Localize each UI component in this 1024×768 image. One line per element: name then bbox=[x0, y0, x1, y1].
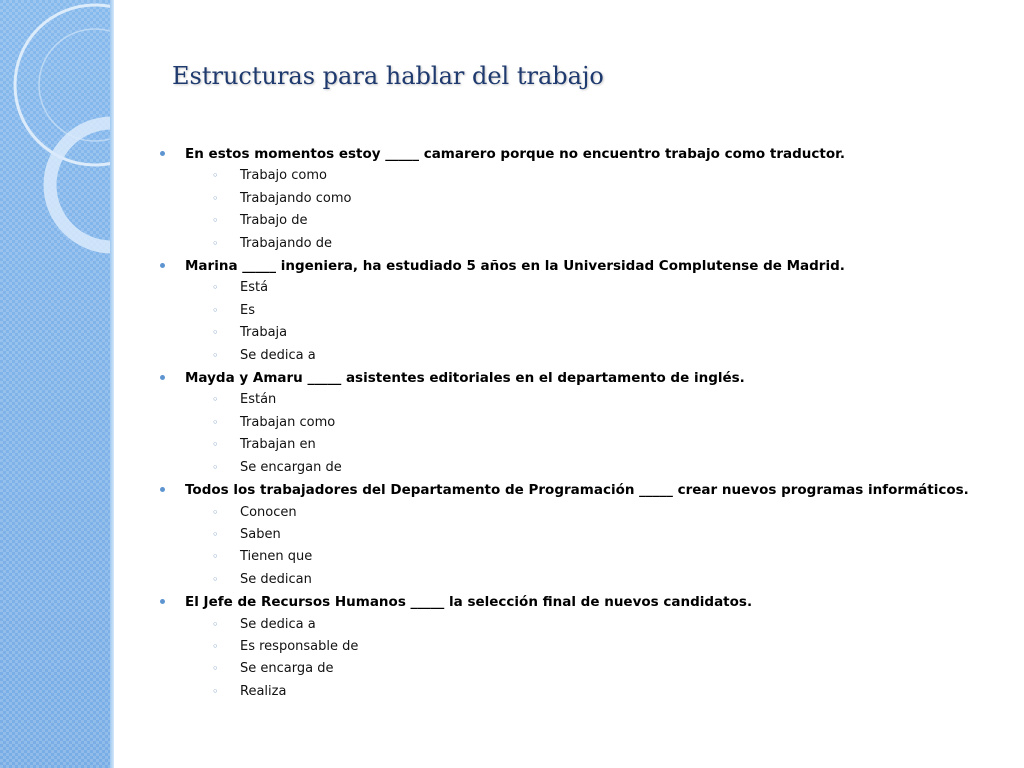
option-text: Es bbox=[240, 302, 255, 318]
option-bullet-icon: ◦ bbox=[212, 169, 219, 183]
option-list bbox=[185, 277, 1000, 367]
option-bullet-icon: ◦ bbox=[212, 684, 219, 698]
option-item bbox=[185, 546, 1000, 568]
question-bullet-icon bbox=[160, 263, 165, 268]
option-item bbox=[185, 233, 1000, 255]
option-list bbox=[185, 502, 1000, 592]
question-item bbox=[160, 591, 1000, 703]
option-text: Trabajando como bbox=[240, 190, 352, 206]
option-item bbox=[185, 524, 1000, 546]
option-list bbox=[185, 165, 1000, 255]
option-bullet-icon: ◦ bbox=[212, 572, 219, 586]
option-text: Se dedican bbox=[240, 571, 312, 587]
option-item bbox=[185, 658, 1000, 680]
option-bullet-icon: ◦ bbox=[212, 438, 219, 452]
decorative-circle-small bbox=[50, 123, 114, 247]
option-text: Es responsable de bbox=[240, 638, 359, 654]
question-bullet-icon bbox=[160, 487, 165, 492]
option-text: Saben bbox=[240, 526, 281, 542]
option-bullet-icon: ◦ bbox=[212, 550, 219, 564]
option-item bbox=[185, 614, 1000, 636]
question-item bbox=[160, 479, 1000, 591]
option-bullet-icon: ◦ bbox=[212, 460, 219, 474]
option-item bbox=[185, 165, 1000, 187]
option-item bbox=[185, 300, 1000, 322]
decorative-circles bbox=[0, 0, 114, 768]
option-text: Se encarga de bbox=[240, 661, 334, 677]
question-text: Mayda y Amaru _____ asistentes editoriales en el departamento de inglés. bbox=[185, 370, 745, 387]
option-bullet-icon: ◦ bbox=[212, 393, 219, 407]
option-bullet-icon: ◦ bbox=[212, 214, 219, 228]
option-text: Está bbox=[240, 280, 269, 296]
sidebar-edge bbox=[110, 0, 114, 768]
question-list bbox=[160, 143, 1000, 703]
option-bullet-icon: ◦ bbox=[212, 527, 219, 541]
decorative-sidebar bbox=[0, 0, 114, 768]
option-list bbox=[185, 614, 1000, 704]
question-text: Marina _____ ingeniera, ha estudiado 5 años en la Universidad Complutense de Madrid. bbox=[185, 258, 845, 275]
question-bullet-icon bbox=[160, 599, 165, 604]
option-bullet-icon: ◦ bbox=[212, 617, 219, 631]
option-item bbox=[185, 569, 1000, 591]
option-bullet-icon: ◦ bbox=[212, 281, 219, 295]
option-item bbox=[185, 434, 1000, 456]
question-text: Todos los trabajadores del Departamento de Programación _____ crear nuevos programas informáticos. bbox=[185, 482, 969, 499]
question-text: En estos momentos estoy _____ camarero porque no encuentro trabajo como traductor. bbox=[185, 146, 845, 162]
option-text: Trabajo como bbox=[240, 168, 327, 184]
option-item bbox=[185, 210, 1000, 232]
option-item bbox=[185, 457, 1000, 479]
question-bullet-icon bbox=[160, 375, 165, 380]
option-bullet-icon: ◦ bbox=[212, 662, 219, 676]
option-bullet-icon: ◦ bbox=[212, 326, 219, 340]
option-item bbox=[185, 636, 1000, 658]
option-bullet-icon: ◦ bbox=[212, 236, 219, 250]
question-item bbox=[160, 367, 1000, 479]
option-text: Se dedica a bbox=[240, 347, 316, 363]
option-text: Se encargan de bbox=[240, 459, 342, 475]
option-bullet-icon: ◦ bbox=[212, 505, 219, 519]
option-bullet-icon: ◦ bbox=[212, 639, 219, 653]
slide-title: Estructuras para hablar del trabajo bbox=[172, 62, 604, 90]
option-bullet-icon: ◦ bbox=[212, 303, 219, 317]
option-bullet-icon: ◦ bbox=[212, 348, 219, 362]
option-item bbox=[185, 188, 1000, 210]
option-text: Se dedica a bbox=[240, 616, 316, 632]
option-item bbox=[185, 502, 1000, 524]
option-item bbox=[185, 681, 1000, 703]
option-list bbox=[185, 389, 1000, 479]
option-text: Trabajo de bbox=[240, 213, 308, 229]
option-text: Tienen que bbox=[240, 549, 313, 565]
option-text: Trabaja bbox=[240, 325, 288, 341]
question-text: El Jefe de Recursos Humanos _____ la selección final de nuevos candidatos. bbox=[185, 594, 753, 611]
option-text: Realiza bbox=[240, 683, 287, 699]
option-text: Trabajando de bbox=[240, 235, 332, 251]
option-item bbox=[185, 322, 1000, 344]
option-bullet-icon: ◦ bbox=[212, 191, 219, 205]
question-item bbox=[160, 255, 1000, 367]
option-text: Trabajan como bbox=[240, 414, 336, 430]
option-text: Conocen bbox=[240, 504, 297, 520]
question-item bbox=[160, 143, 1000, 255]
option-text: Están bbox=[240, 392, 277, 408]
question-bullet-icon bbox=[160, 151, 165, 156]
option-item bbox=[185, 412, 1000, 434]
option-item bbox=[185, 277, 1000, 299]
option-item bbox=[185, 389, 1000, 411]
option-item bbox=[185, 345, 1000, 367]
option-bullet-icon: ◦ bbox=[212, 415, 219, 429]
option-text: Trabajan en bbox=[240, 437, 316, 453]
